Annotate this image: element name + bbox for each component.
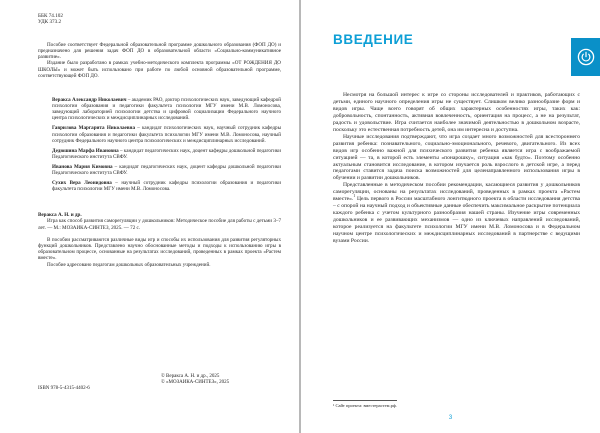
authors-list (38, 97, 281, 192)
isbn: ISBN 978-5-4315-4402-6 (38, 386, 90, 391)
body-paragraph: Несмотря на большой интерес к игре со стороны исследователей и практиков, работающих с детьми, единого научного определения игры не существует. Слишком велико разнообразие форм и видов игры. Чаще всего говорят об общих характерных особенностях игры, таких как: добровольность, спонтанность, активная вовлеченность, ориентация на процесс, а не на результат, радость и удовольствие. Игра считается наиболее значимой деятельностью в дошкольном возрасте, поскольку это естественная потребность детей, она им интересна и доступна. (333, 92, 580, 133)
chapter-title: ВВЕДЕНИЕ (333, 32, 414, 47)
author-entry: Дедюшина Марфа Ивановна – кандидат педагогических наук, доцент кафедры дошкольной педагогики Педагогического института СВФУ. (52, 147, 281, 160)
chapter-header (333, 0, 582, 92)
bibliographic-description: Игра как способ развития саморегуляции у дошкольников: Методическое пособие для работы с детьми 3–7 лет. — М.: МОЗАИКА-СИНТЕЗ, 2025. — 72 с. (38, 218, 281, 231)
footnote: ¹ Сайт проекта: вместерастем.рф. (333, 403, 397, 408)
power-icon-glyph (577, 48, 595, 66)
author-entry: Гаврилова Маргарита Николаевна – кандидат психологических наук, научный сотрудник кафедры психологии образования и педагогики факультета психологии МГУ имени М.В. Ломоносова, научный сотрудник Федерального научного центра психологических и междисциплинарных исследований. (52, 125, 281, 144)
footnote-marker: 1 (353, 194, 356, 199)
intro-paragraph-2: Издание было разработано в рамках учебно-методического комплекта программы «ОТ РОЖДЕНИЯ ДО ШКОЛЫ» и может быть использовано при работе по любой основной образовательной программе, соответствующей ФОП ДО. (38, 60, 281, 79)
annotation-paragraph: В пособии рассматриваются различные виды игр и способы их использования для развития регуляторных функций дошкольников. Представлено научно обоснованные методы и подходы к использованию игры в образовательном процессе, основанные на результатах исследований, проведенных в рамках проекта «Растем вместе». (38, 236, 281, 262)
power-button-icon (571, 38, 600, 76)
bibliographic-author: Веракса А. Н. и др. (38, 212, 82, 219)
body-paragraph: Представленные в методическом пособии рекомендации, касающиеся развития у дошкольников саморегуляции, основаны на результатах исследований, проведенных в рамках проекта «Растем вместе».$^1$ Цель первого в России масштабного лонгитюдного проекта в области исследования детства – с опорой на научный подход и объективные данные обеспечить максимальное раскрытие потенциала каждого ребенка с учетом культурного разнообразия нашей страны. Изучение игры современных дошкольников и ее развивающих механизмов — одно из ключевых направлений исследований, которое реализуется на факультете психологии МГУ имени М.В. Ломоносова и в Федеральном научном центре психологических и междисциплинарных исследований в партнерстве с ведущими вузами России. (333, 182, 580, 245)
author-entry: Сухих Вера Леонидовна – научный сотрудник кафедры психологии образования и педагогики факультета психологии МГУ имени М.В. Ломоносова. (52, 180, 281, 193)
author-entry: Иванова Мария Кимовна – кандидат педагогических наук, доцент кафедры дошкольной педагогики Педагогического института СВФУ. (52, 163, 281, 176)
intro-paragraph-1: Пособие соответствует Федеральной образовательной программе дошкольного образования (ФОП ДО) и предназначено для решения задач ФОП ДО в образовательной области «Социально-коммуникативное развитие». (38, 41, 281, 61)
copyright-authors: © Веракса А. Н. и др., 2025 (161, 374, 220, 379)
copyright-block (161, 374, 281, 386)
chapter-body (333, 92, 582, 245)
body-paragraph: Научные исследования подтверждают, что игра создает много возможностей для всестороннего развития ребенка: познавательного, социально-эмоционального, речевого, двигательного. Из всех видов игр особенно важной для психического развития ребенка является игра с воображаемой ситуацией — та, в которой есть элементы «понарошку», ситуация «как будто». Поэтому особенно актуальным становится исследование, в котором изучается роль взрослого в детской игре, а перед педагогами ставится задача поиска возможностей для целенаправленного использования игры в обучении и развитии дошкольников. (333, 133, 580, 182)
left-page (0, 0, 299, 433)
udk-code: УДК 373.2 (38, 19, 62, 26)
author-entry: Веракса Александр Николаевич – академик РАО, доктор психологических наук, заведующий кафедрой психологии образования и педагогики факультета психологии МГУ имени М.В. Ломоносова, заведующий лабораторией психологии детства и цифровой социализации Федерального научного центра психологических и междисциплинарных исследований. (52, 97, 282, 122)
audience-paragraph: Пособие адресовано педагогам дошкольных образовательных учреждений. (47, 261, 211, 268)
footnote-divider (333, 400, 397, 401)
copyright-publisher: © «МОЗАИКА-СИНТЕЗ», 2025 (161, 380, 230, 386)
bbk-code: ББК 74.102 (38, 13, 63, 19)
right-page (301, 0, 600, 433)
page-number: 3 (448, 415, 453, 421)
